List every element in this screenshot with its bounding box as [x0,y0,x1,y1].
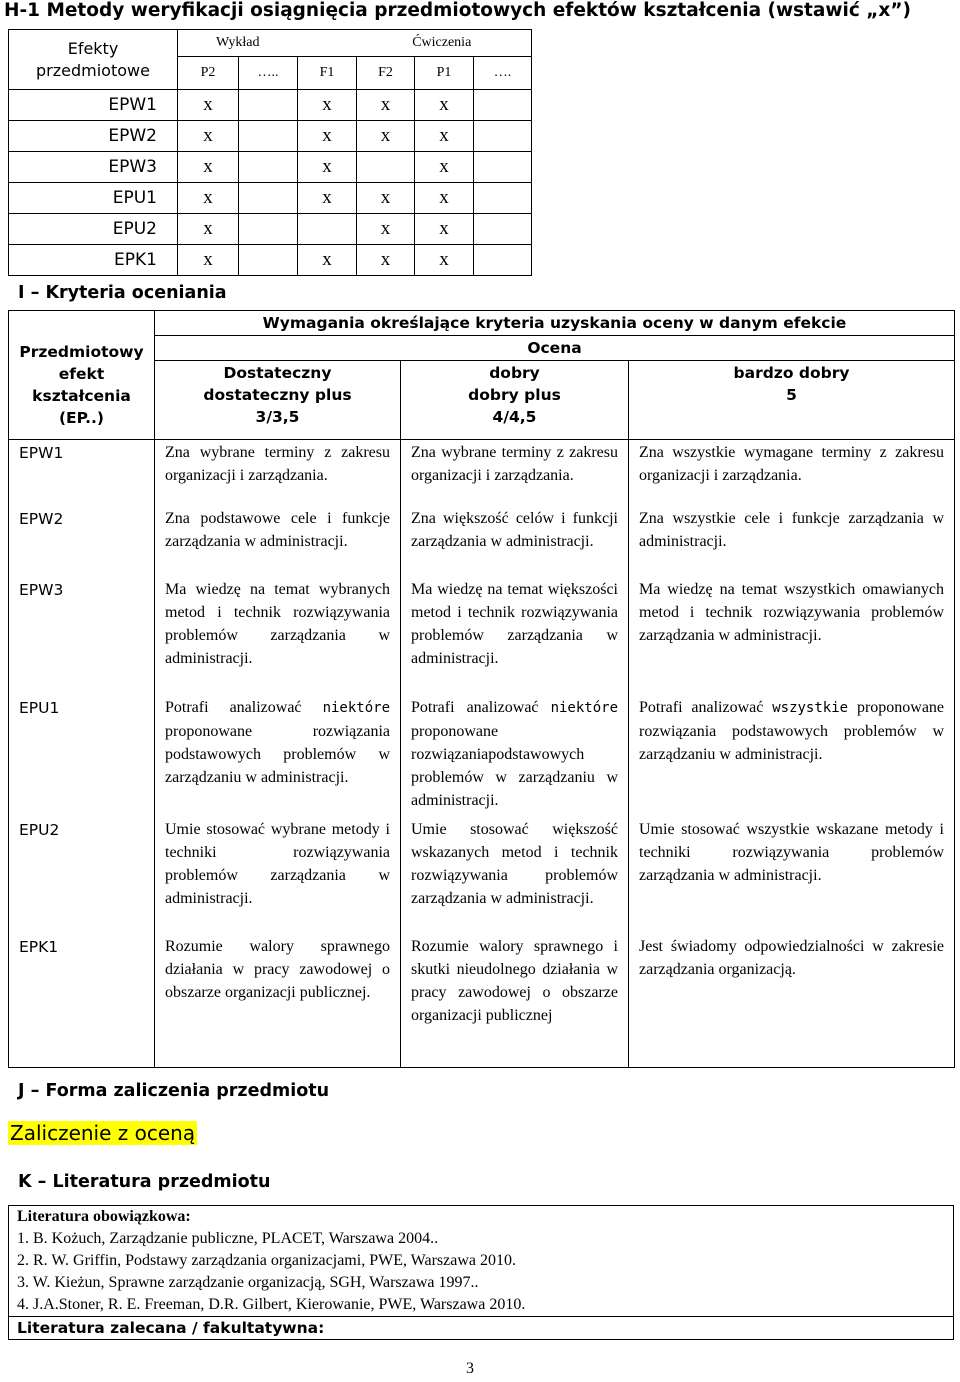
effect-code: EPU1 [9,695,155,817]
table-row [9,245,532,276]
effect-code: EPW2 [9,121,178,152]
criterion-text: Potrafi analizować [411,698,539,716]
criterion-satisfactory: Rozumie walory sprawnego działania w pracy zawodowej o obszarze organizacji publicznej. [155,934,401,1068]
section-k-heading: K – Literatura przedmiotu [18,1172,271,1192]
section-h1-heading: H-1 Metody weryfikacji osiągnięcia przedmiotowych efektów kształcenia (wstawić „x”) [4,0,911,21]
method-mark [239,90,298,121]
exercise-header-label: Ćwiczenia [412,35,472,50]
method-mark [474,121,532,152]
criterion-satisfactory [155,695,401,817]
grade-label: bardzo dobry [733,364,850,382]
method-mark: x [298,183,357,214]
criterion-good: Umie stosować większość wskazanych metod i technik rozwiązywania problemów zarządzania w administracji. [401,817,629,934]
method-mark: x [178,152,239,183]
exercise-header [298,30,532,57]
method-mark: x [357,121,415,152]
method-mark: x [415,245,474,276]
method-mark: x [357,245,415,276]
method-mark: x [357,90,415,121]
method-mark: x [178,245,239,276]
grade-label: Dostateczny [223,364,332,382]
method-header: …. [474,57,532,90]
grade-column-dostateczny [155,361,401,440]
verification-methods-table [8,29,532,276]
method-mark [298,214,357,245]
table-row [9,214,532,245]
method-mark: x [178,183,239,214]
method-header: ….. [239,57,298,90]
effect-header-line: Przedmiotowy [19,342,144,361]
method-mark [474,152,532,183]
method-mark [239,245,298,276]
method-mark [474,183,532,214]
table-row [9,695,955,817]
grade-column-dobry [401,361,629,440]
method-mark [474,245,532,276]
method-mark [239,121,298,152]
grade-header: Ocena [155,336,955,361]
criterion-text: proponowane rozwiązaniapodstawowych problemów w zarządzaniu w administracji. [411,722,618,809]
table-row [9,440,955,506]
method-mark: x [415,121,474,152]
table-row [9,152,532,183]
effect-code: EPU2 [9,817,155,934]
criterion-very-good [629,695,955,817]
criterion-very-good: Jest świadomy odpowiedzialności w zakresie zarządzania organizacją. [629,934,955,1068]
criterion-very-good: Zna wszystkie cele i funkcje zarządzania w administracji. [629,506,955,577]
method-mark [239,214,298,245]
criterion-very-good: Zna wszystkie wymagane terminy z zakresu organizacji i zarządzania. [629,440,955,506]
method-mark: x [357,183,415,214]
criterion-text: Potrafi analizować [639,698,764,716]
criterion-satisfactory: Zna podstawowe cele i funkcje zarządzania w administracji. [155,506,401,577]
method-mark [239,183,298,214]
method-mark: x [298,121,357,152]
criterion-good [401,695,629,817]
criterion-keyword: niektóre [322,699,390,716]
criterion-text: proponowane rozwiązania podstawowych problemów w zarządzaniu w administracji. [639,698,945,763]
criterion-text: Potrafi analizować [165,698,302,716]
criterion-very-good: Umie stosować wszystkie wskazane metody i techniki rozwiązywania problemów zarządzania w administracji. [629,817,955,934]
method-mark: x [298,152,357,183]
table-row [9,121,532,152]
grade-label: dostateczny plus [203,386,352,404]
method-mark: x [357,214,415,245]
literature-item: 4. J.A.Stoner, R. E. Freeman, D.R. Gilbert, Kierowanie, PWE, Warszawa 2010. [17,1296,526,1313]
criterion-good: Zna większość celów i funkcji zarządzania w administracji. [401,506,629,577]
criterion-good: Rozumie walory sprawnego i skutki nieudolnego działania w pracy zawodowej o obszarze organizacji publicznej [401,934,629,1068]
method-mark [474,214,532,245]
literature-item: 2. R. W. Griffin, Podstawy zarządzania organizacjami, PWE, Warszawa 2010. [17,1252,517,1269]
grade-value: 5 [786,386,797,404]
criterion-text: proponowane rozwiązania podstawowych problemów w zarządzaniu w administracji. [165,722,390,786]
effects-header-line2: przedmiotowe [36,60,150,80]
section-i-heading: I – Kryteria oceniania [18,283,227,303]
effects-header [9,30,178,90]
grading-criteria-table [8,310,955,1068]
effect-code: EPU2 [9,214,178,245]
criterion-keyword: niektóre [550,699,618,716]
criterion-very-good: Ma wiedzę na temat wszystkich omawianych metod i technik rozwiązywania problemów zarządzania w administracji. [629,577,955,695]
method-header: F1 [298,57,357,90]
effect-header-line: (EP..) [58,408,105,427]
criterion-good: Ma wiedzę na temat większości metod i technik rozwiązywania problemów zarządzania w administracji. [401,577,629,695]
literature-item: 3. W. Kieżun, Sprawne zarządzanie organizacją, SGH, Warszawa 1997.. [17,1274,479,1291]
effect-code: EPW1 [9,440,155,506]
method-mark: x [415,90,474,121]
effect-code: EPW2 [9,506,155,577]
criterion-satisfactory: Umie stosować wybrane metody i techniki rozwiązywania problemów zarządzania w administracji. [155,817,401,934]
criterion-satisfactory: Zna wybrane terminy z zakresu organizacji i zarządzania. [155,440,401,506]
table-row [9,183,532,214]
method-mark: x [178,214,239,245]
method-mark: x [298,245,357,276]
effects-header-line1: Efekty [67,38,119,58]
criterion-keyword: wszystkie [772,699,849,716]
effect-code: EPU1 [9,183,178,214]
grade-value: 4/4,5 [492,408,537,426]
method-mark [357,152,415,183]
effect-header-line: kształcenia [32,386,131,405]
table-row [9,817,955,934]
method-header: P2 [178,57,239,90]
method-mark: x [178,121,239,152]
section-j-heading: J – Forma zaliczenia przedmiotu [18,1081,330,1101]
page-number: 3 [466,1360,474,1377]
effect-header-line: efekt [58,364,105,383]
method-mark [474,90,532,121]
effect-column-header [9,311,155,440]
lecture-header: Wykład [178,30,298,57]
method-mark: x [415,183,474,214]
effect-code: EPW1 [9,90,178,121]
method-header: P1 [415,57,474,90]
effect-code: EPK1 [9,934,155,1068]
requirements-header: Wymagania określające kryteria uzyskania oceny w danym efekcie [155,311,955,336]
assessment-form-value: Zaliczenie z oceną [10,1121,196,1145]
table-row [9,577,955,695]
method-mark: x [178,90,239,121]
method-mark: x [415,152,474,183]
method-mark: x [298,90,357,121]
method-mark [239,152,298,183]
criterion-good: Zna wybrane terminy z zakresu organizacji i zarządzania. [401,440,629,506]
recommended-literature-header: Literatura zalecana / fakultatywna: [9,1316,953,1339]
table-row [9,90,532,121]
literature-item: 1. B. Kożuch, Zarządzanie publiczne, PLACET, Warszawa 2004.. [17,1230,439,1247]
grade-value: 3/3,5 [255,408,300,426]
table-row [9,934,955,1068]
table-row [9,506,955,577]
grade-label: dobry plus [468,386,561,404]
criterion-satisfactory: Ma wiedzę na temat wybranych metod i technik rozwiązywania problemów zarządzania w administracji. [155,577,401,695]
method-header: F2 [357,57,415,90]
grade-column-bardzo-dobry [629,361,955,440]
required-literature-header: Literatura obowiązkowa: [17,1208,191,1225]
method-mark: x [415,214,474,245]
effect-code: EPW3 [9,152,178,183]
literature-box [8,1205,954,1340]
grade-label: dobry [489,364,540,382]
effect-code: EPK1 [9,245,178,276]
effect-code: EPW3 [9,577,155,695]
